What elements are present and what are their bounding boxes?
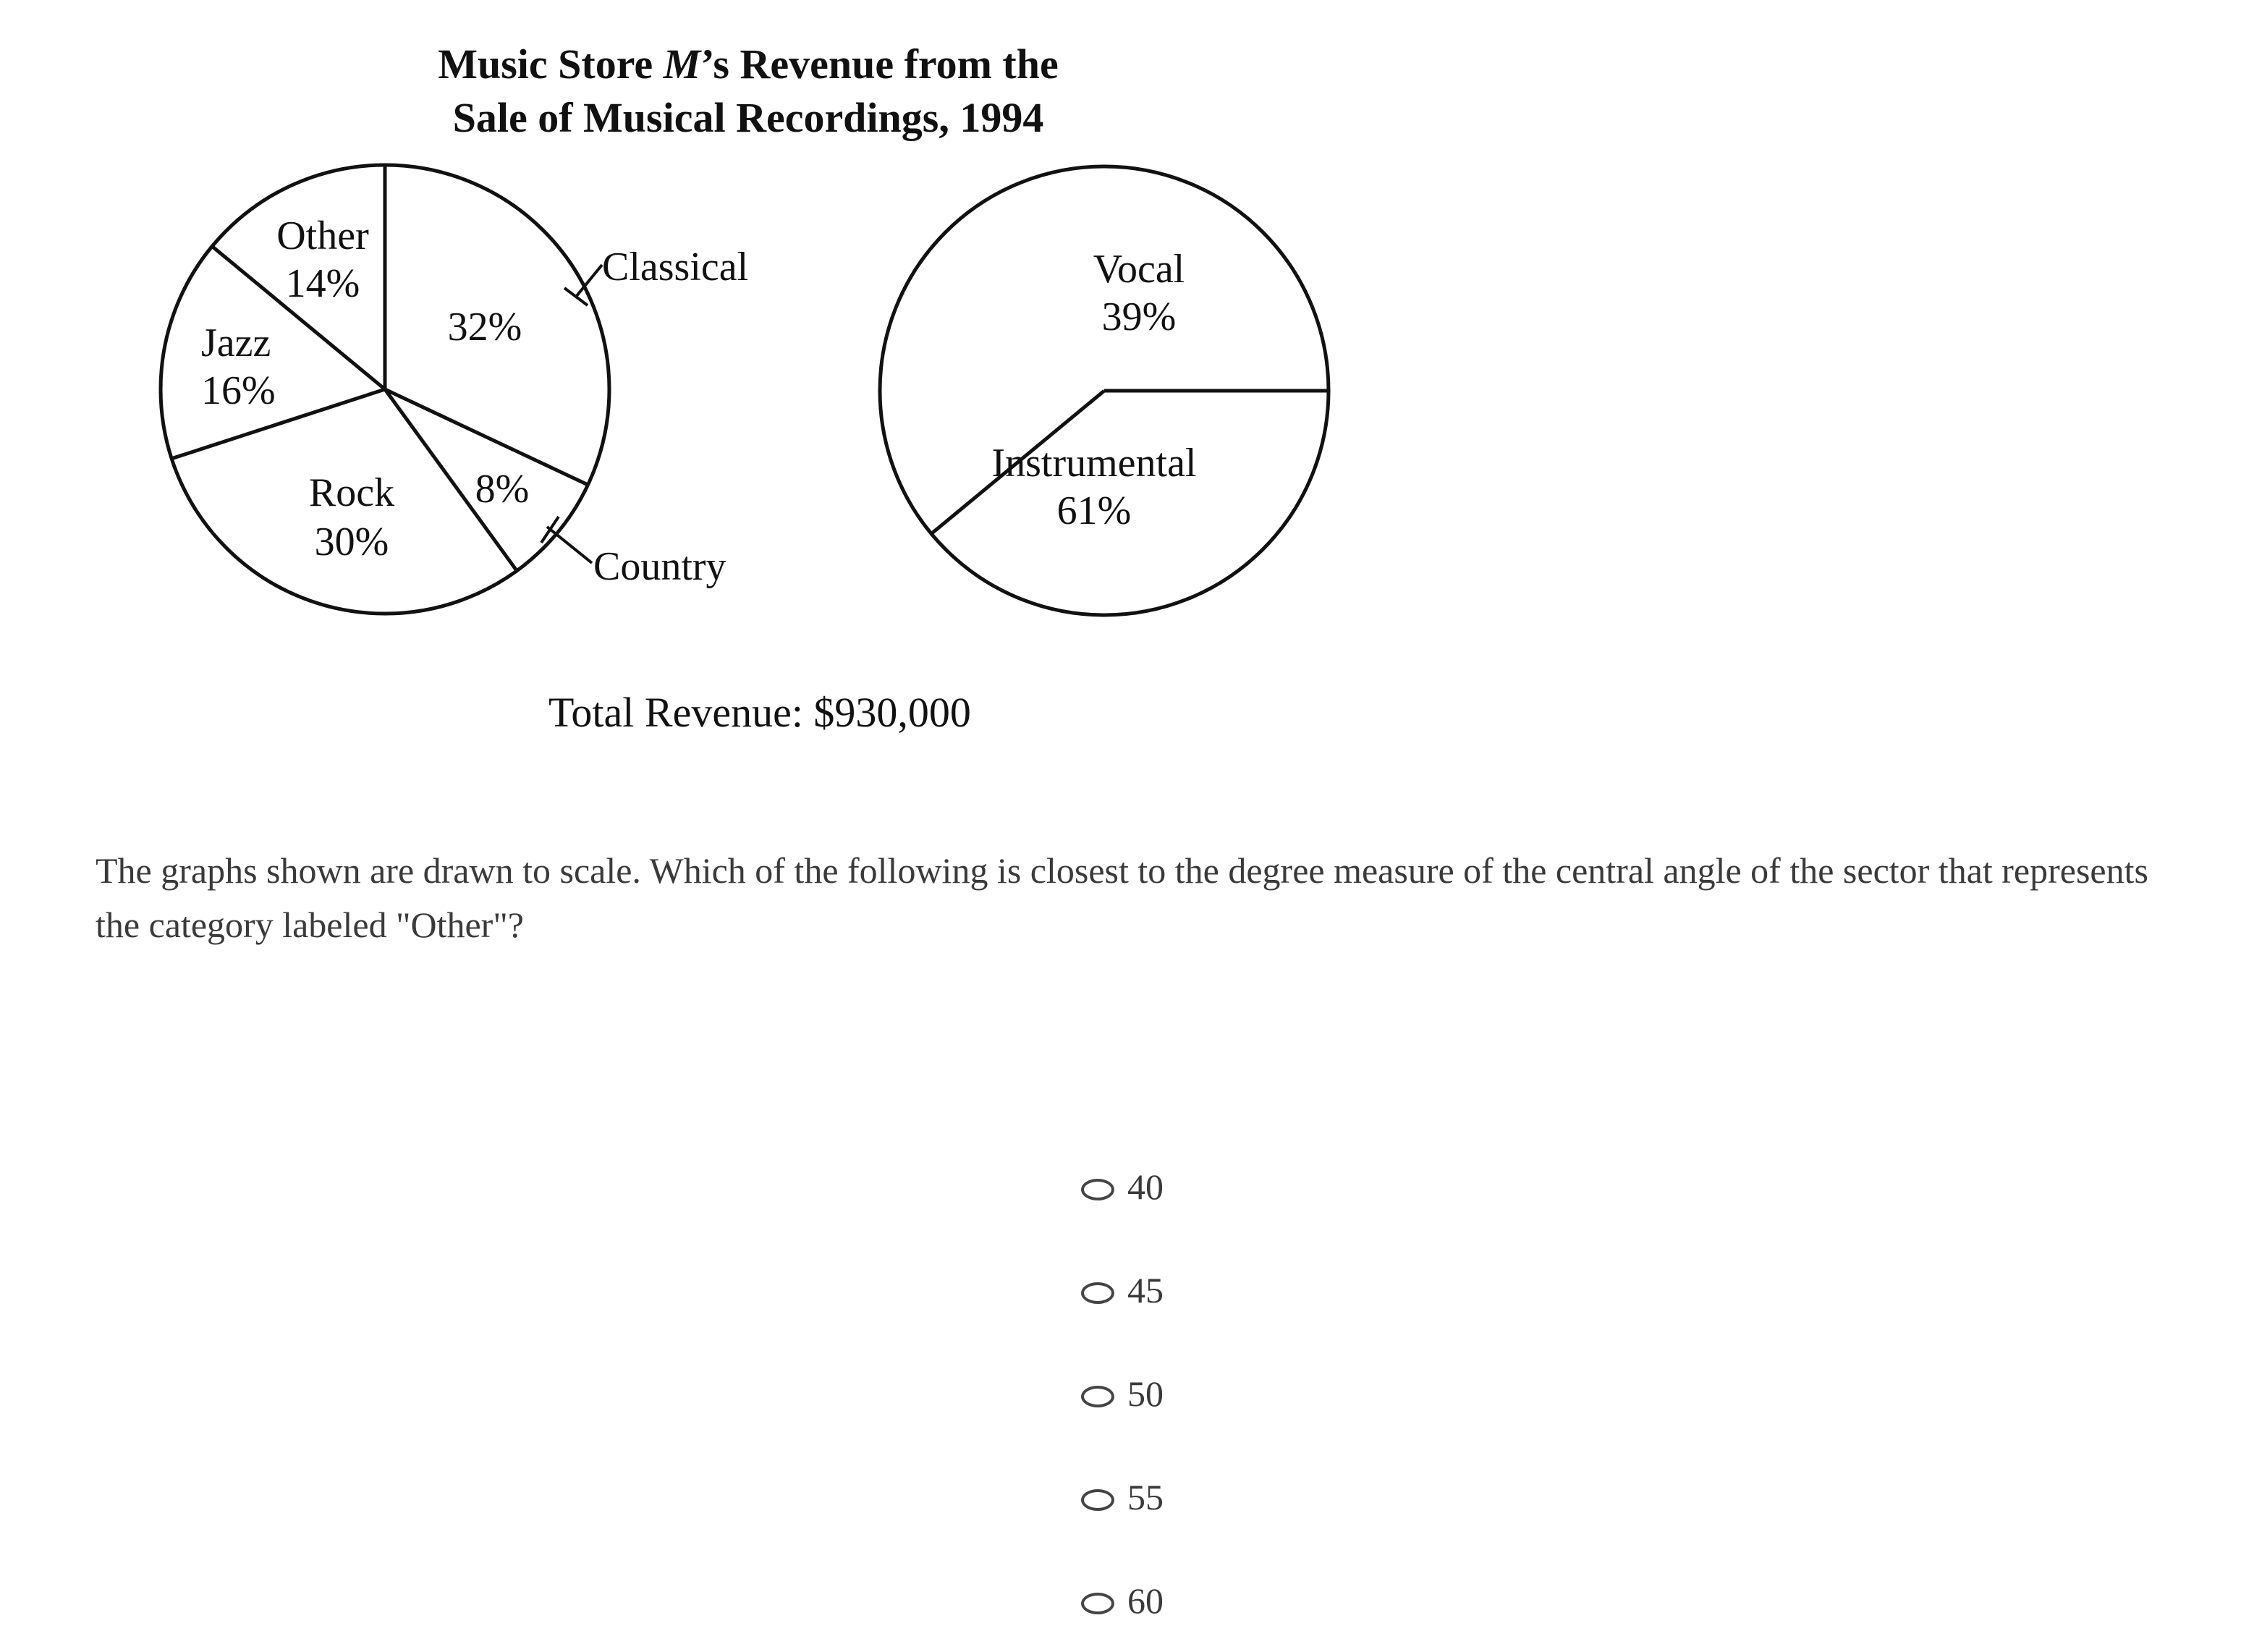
slice-label-other-value: 14% — [285, 261, 360, 306]
radio-button[interactable] — [1081, 1282, 1114, 1304]
answer-choice[interactable] — [1081, 1549, 1164, 1652]
question-text: The graphs shown are drawn to scale. Which of the following is closest to the degree measure of the central angle of the sector that represents the category labeled "Other"? — [96, 850, 2148, 945]
slice-label-vocal-name: Vocal — [1093, 247, 1185, 292]
slice-label-country-value: 8% — [475, 467, 530, 512]
chart-title-line-2: Sale of Musical Recordings, 1994 — [452, 94, 1044, 141]
answer-choice[interactable] — [1081, 1135, 1164, 1238]
radio-button[interactable] — [1081, 1386, 1114, 1407]
chart-title — [438, 41, 1059, 141]
slice-label-jazz-name: Jazz — [201, 321, 271, 365]
choice-label: 40 — [1127, 1166, 1164, 1207]
slice-label-instrumental-name: Instrumental — [991, 441, 1197, 486]
slice-label-instrumental-value: 61% — [1056, 488, 1132, 533]
answer-choice[interactable] — [1081, 1342, 1164, 1445]
slice-label-classical-value: 32% — [447, 305, 522, 350]
slice-label-rock-name: Rock — [308, 470, 395, 515]
chart-title-part-b: ’s Revenue from the — [700, 41, 1059, 88]
slice-label-rock-value: 30% — [314, 520, 389, 564]
chart-title-italic-m: M — [663, 41, 701, 88]
answer-choices — [1081, 1135, 1164, 1652]
total-revenue: Total Revenue: $930,000 — [548, 689, 971, 736]
slice-label-jazz-value: 16% — [201, 368, 276, 413]
answer-choice[interactable] — [1081, 1238, 1164, 1342]
choice-label: 55 — [1127, 1476, 1164, 1517]
slice-label-vocal-value: 39% — [1101, 295, 1177, 339]
pie-charts-figure — [0, 0, 2254, 810]
slice-label-other-name: Other — [276, 213, 369, 258]
pie-chart-type — [880, 166, 1329, 615]
chart-title-line-1 — [438, 41, 1059, 88]
slice-label-classical-name: Classical — [602, 245, 749, 289]
chart-title-part-a: Music Store — [438, 41, 664, 88]
choice-label: 45 — [1127, 1269, 1164, 1310]
answer-choice[interactable] — [1081, 1445, 1164, 1549]
radio-button[interactable] — [1081, 1179, 1114, 1200]
radio-button[interactable] — [1081, 1489, 1114, 1511]
choice-label: 60 — [1127, 1580, 1164, 1621]
slice-label-country-name: Country — [593, 544, 726, 589]
choice-label: 50 — [1127, 1373, 1164, 1414]
radio-button[interactable] — [1081, 1593, 1114, 1614]
